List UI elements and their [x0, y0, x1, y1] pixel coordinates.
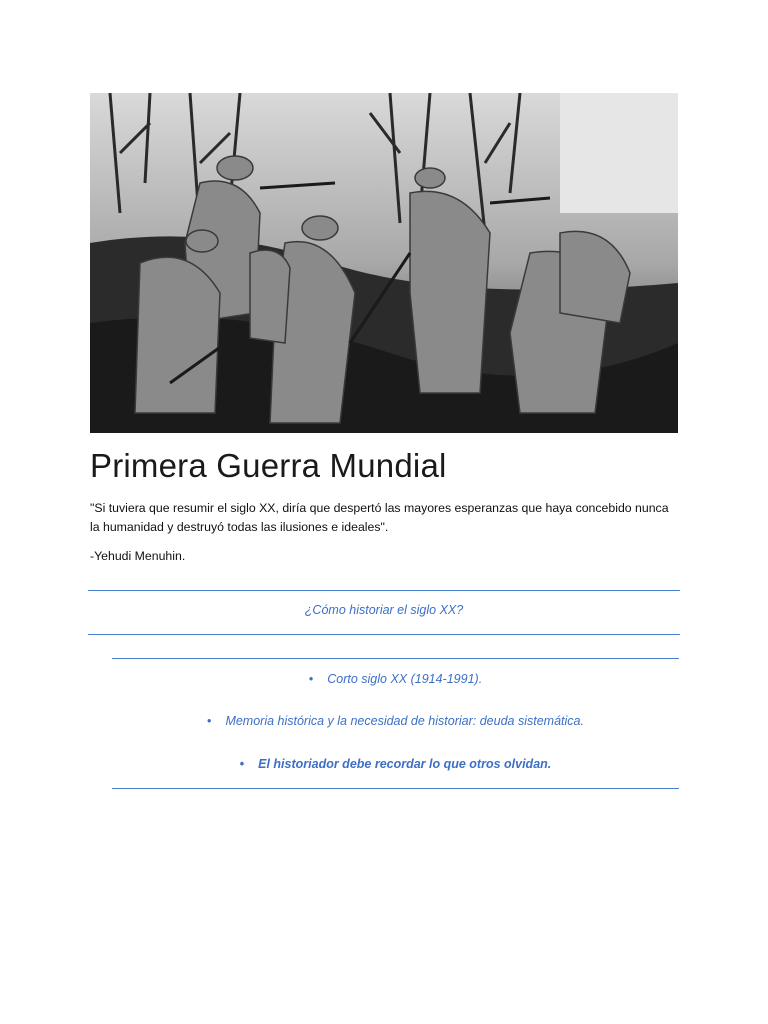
divider-bottom [112, 788, 679, 789]
page-title: Primera Guerra Mundial [90, 447, 447, 484]
section-question: ¿Cómo historiar el siglo XX? [304, 603, 464, 617]
bullet-marker: • [207, 714, 212, 728]
divider-top [88, 590, 680, 591]
bullet-text: Memoria histórica y la necesidad de historiar: deuda sistemática. [225, 714, 584, 728]
quote-author: -Yehudi Menuhin. [90, 549, 186, 563]
divider [88, 634, 680, 635]
bullet-marker: • [239, 757, 245, 771]
bullet-item [112, 757, 679, 771]
bullet-item [112, 672, 679, 686]
bullet-marker: • [308, 672, 314, 686]
bullet-text: El historiador debe recordar lo que otros olvidan. [258, 757, 552, 771]
quote-text: "Si tuviera que resumir el siglo XX, diría que despertó las mayores esperanzas que haya concebido nunca la humanidad y destruyó todas las ilusiones e ideales". [90, 501, 669, 534]
bullet-item [112, 714, 679, 728]
photo-illustration [90, 93, 678, 433]
divider [112, 658, 679, 659]
soldiers-photo [90, 93, 678, 433]
bullet-text: Corto siglo XX (1914-1991). [327, 672, 483, 686]
